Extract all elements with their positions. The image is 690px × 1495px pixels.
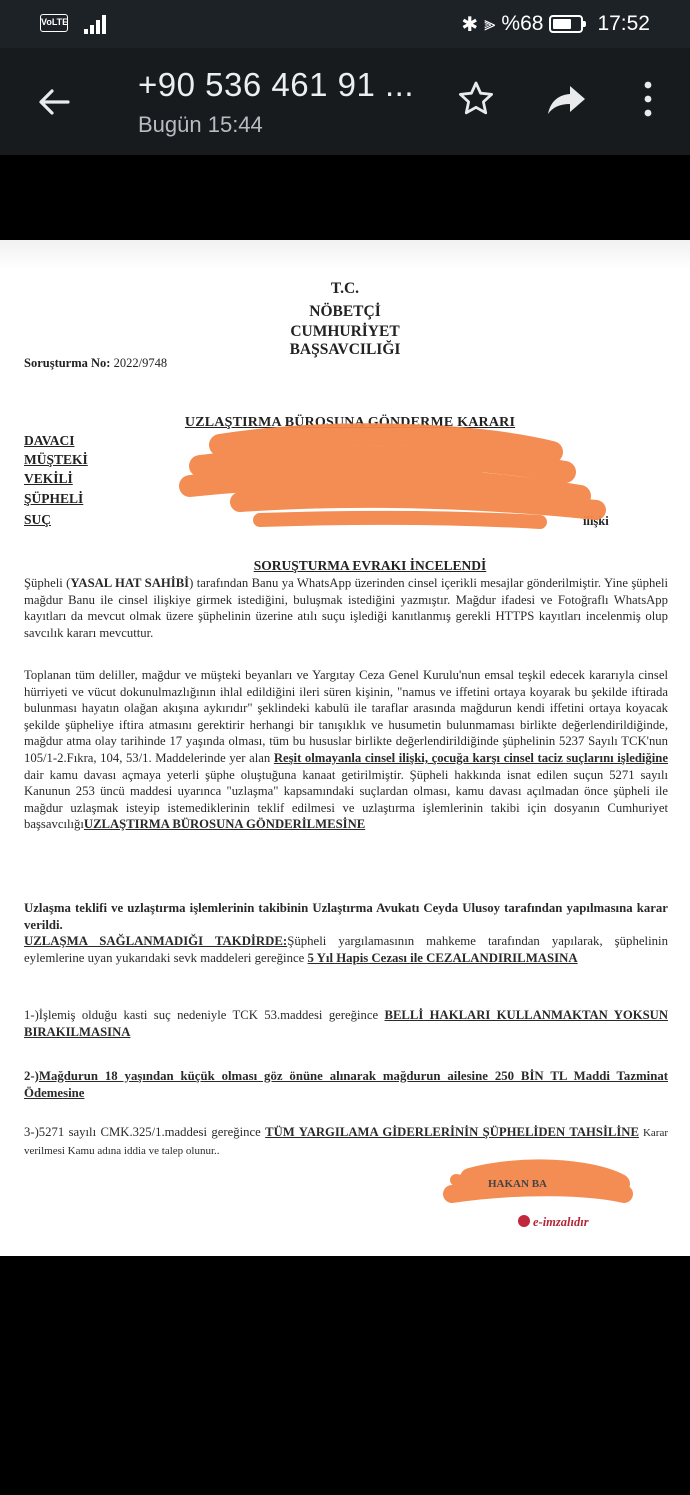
section-title: SORUŞTURMA EVRAKI İNCELENDİ [253, 558, 487, 573]
contact-title: +90 536 461 91 ... [138, 66, 414, 103]
item-3: 3-)5271 sayılı CMK.325/1.maddesi gereğince TÜM YARGILAMA GİDERLERİNİN ŞÜPHELİDEN TAHSİLİNE Karar verilmesi Kamu adına iddia ve talep olunur.. [24, 1125, 668, 1157]
header-line-4: BAŞSAVCILIĞI [289, 341, 401, 358]
party-label-musteki: MÜŞTEKİ [24, 452, 88, 467]
decision-title: UZLAŞTIRMA BÜROSUNA GÖNDERME KARARI [184, 415, 516, 430]
party-label-vekili: VEKİLİ [24, 471, 73, 486]
bluetooth-icon: ✱ [461, 13, 479, 36]
seal-icon [518, 1215, 530, 1227]
crime-suffix: ilişki [583, 514, 609, 528]
paragraph-evidence: Şüpheli (YASAL HAT SAHİBİ) tarafından Banu ya WhatsApp üzerinden cinsel içerikli mesajlar gönderilmiştir. Yine şüpheli mağdur Banu ile cinsel ilişkiye girmek istediğini, buluşmak istediğini yazmıştır. Mağdur ifadesi ve Fotoğraflı WhatsApp kayıtları da mevcut olmak üzere şüphelinin üzerine atılı suçu işlediği kanıtlanmış gerekli HTTPS kayıtları incelenmiş olup savcılık kararı mevcuttur. [24, 576, 668, 640]
party-label-suc: SUÇ [24, 512, 52, 527]
back-arrow-icon[interactable] [32, 80, 76, 124]
item-1: 1-)İşlemiş olduğu kasti suç nedeniyle TCK 53.maddesi gereğince BELLİ HAKLARI KULLANMAKTAN YOKSUN BIRAKILMASINA [24, 1008, 668, 1039]
header-line-1: T.C. [330, 280, 360, 297]
document-image[interactable] [0, 240, 690, 1256]
signature-name: HAKAN BA [488, 1178, 547, 1190]
status-bar [0, 0, 690, 48]
share-icon[interactable] [543, 78, 589, 120]
message-timestamp: Bugün 15:44 [138, 112, 263, 137]
paragraph-assessment: Toplanan tüm deliller, mağdur ve müşteki beyanları ve Yargıtay Ceza Genel Kurulu'nun emsal teşkil edecek kararıyla cinsel hürriyeti ve vücut dokunulmazlığının ihlal edildiğini ileri süren kişinin, "namus ve iffetini ortaya koyarak bu şekilde iftirada bulunması hayatın olağan akışına aykırıdır" şeklindeki kabulü ile taraflar arasında mağdurun kendi iffetini ortaya koyacak şekilde şüpheliye iftira atmasını gerektirir herhangi bir tanışıklık ve husumetin bulunmaması birlikte değerlendirildiğinde, mağdur atma olay tarihinde 17 yaşında olması, tüm bu hususlar birlikte değerlendirildiğinde şüphelinin 5237 Sayılı TCK'nun 105/1-2.Fıkra, 104, 53/1. Maddelerinde yer alan Reşit olmayanla cinsel ilişki, çocuğa karşı cinsel taciz suçlarını işlediğine dair kamu davası açmaya yeterli şüphe oluştuğuna kanaat getirilmiştir. Şüpheli hakkında isnat edilen suçun 5271 sayılı Kanunun 253 üncü maddesi uyarınca "uzlaşma" kapsamındaki suçlardan olması, kamu davası açılmadan önce şüpheli ile mağdur uzlaşmak isteyip istemediklerinin teklif edilmesi ve uzlaştırma işlemlerinin takibi için dosyanın Cumhuriyet başsavcılığıUZLAŞTIRMA BÜROSUNA GÖNDERİLMESİNE [24, 668, 668, 832]
volte-badge: VoLTE [40, 14, 68, 32]
party-label-davaci: DAVACI [24, 433, 75, 448]
signal-icon [84, 14, 108, 34]
vibrate-icon: ⫸ [484, 12, 496, 35]
more-vert-icon[interactable] [630, 78, 666, 120]
paragraph-mediation: Uzlaşma teklifi ve uzlaştırma işlemlerinin takibinin Uzlaştırma Avukatı Ceyda Ulusoy tarafından yapılmasına karar verildi. UZLAŞMA SAĞLANMADIĞI TAKDİRDE:Şüpheli yargılamasının mahkeme tarafından yapılarak, şüphelinin eylemlerine uyan yukarıdaki sevk maddeleri gereğince 5 Yıl Hapis Cezası ile CEZALANDIRILMASINA [24, 901, 668, 965]
party-label-supheli: ŞÜPHELİ [24, 491, 84, 506]
battery-percent: %68 [501, 12, 544, 35]
app-bar [0, 48, 690, 155]
header-line-2: NÖBETÇİ [309, 303, 381, 320]
star-icon[interactable] [455, 78, 497, 120]
item-2: 2-)Mağdurun 18 yaşından küçük olması göz önüne alınarak mağdurun ailesine 250 BİN TL Maddi Tazminat Ödemesine [24, 1069, 668, 1100]
case-number: Soruşturma No: 2022/9748 [24, 356, 168, 370]
battery-icon [549, 15, 583, 33]
clock: 17:52 [597, 12, 650, 35]
header-line-3: CUMHURİYET [290, 323, 400, 340]
e-signature-badge: e-imzalıdır [518, 1215, 589, 1230]
